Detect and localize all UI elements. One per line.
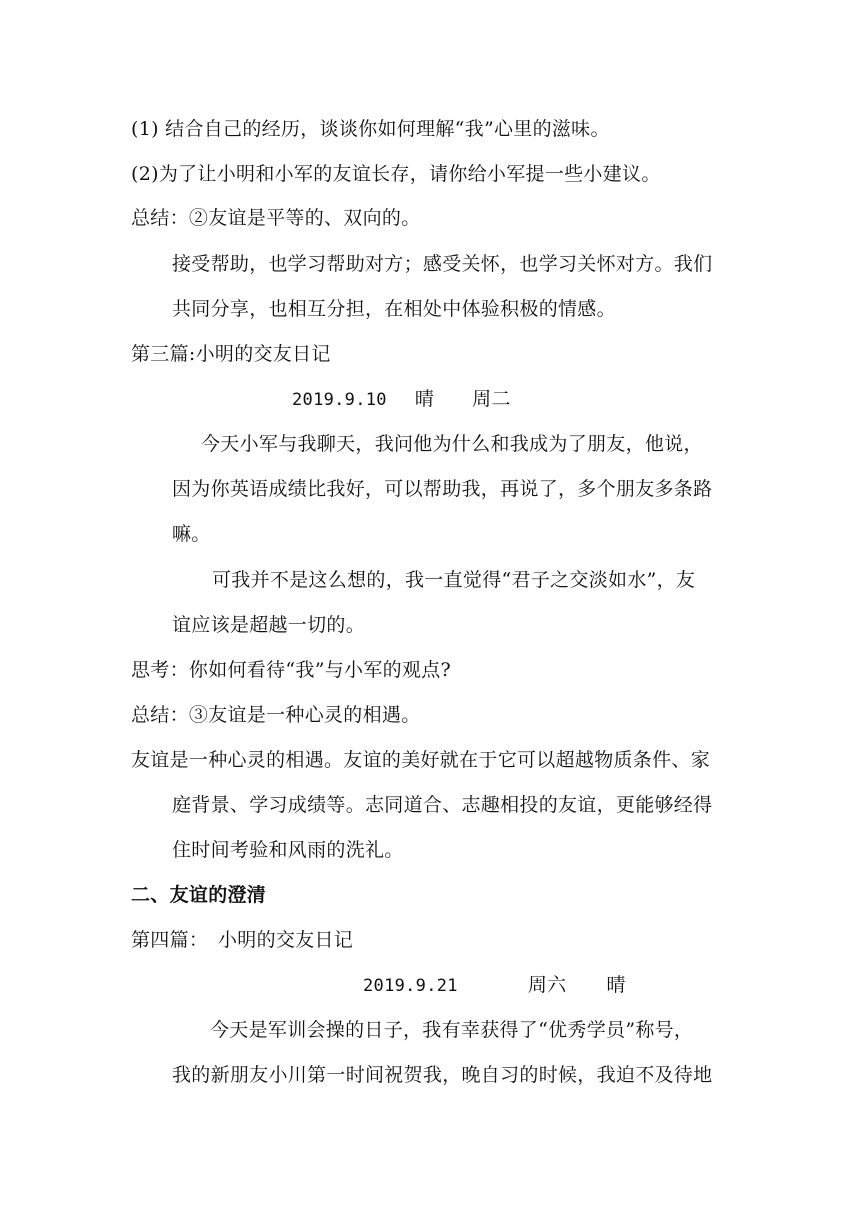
diary-3-date: 2019.9.10 — [292, 390, 387, 410]
diary-4-weather: 晴 — [606, 974, 626, 996]
part-4-title: 第四篇： 小明的交友日记 — [131, 929, 354, 951]
question-1: (1) 结合自己的经历，谈谈你如何理解“我”心里的滋味。 — [131, 118, 610, 140]
explain-line-1: 友谊是一种心灵的相遇。友谊的美好就在于它可以超越物质条件、家 — [131, 749, 711, 771]
diary-3-weather: 晴 — [414, 388, 435, 410]
summary-2-detail-line-1: 接受帮助，也学习帮助对方；感受关怀，也学习关怀对方。我们 — [172, 253, 713, 275]
diary-3-para-1-line-2: 因为你英语成绩比我好，可以帮助我，再说了，多个朋友多条路 — [172, 478, 713, 500]
diary-3-weekday: 周二 — [472, 388, 511, 410]
summary-3: 总结：③友谊是一种心灵的相遇。 — [131, 704, 421, 726]
think-question: 思考：你如何看待“我”与小军的观点? — [131, 659, 452, 681]
part-3-title: 第三篇:小明的交友日记 — [131, 343, 331, 365]
diary-3-para-2-line-2: 谊应该是超越一切的。 — [172, 614, 366, 636]
diary-4-date: 2019.9.21 — [363, 976, 458, 996]
summary-2: 总结：②友谊是平等的、双向的。 — [131, 207, 421, 229]
question-2: (2)为了让小明和小军的友谊长存，请你给小军提一些小建议。 — [131, 163, 661, 185]
explain-line-3: 住时间考验和风雨的洗礼。 — [172, 839, 404, 861]
summary-2-detail-line-2: 共同分享，也相互分担，在相处中体验积极的情感。 — [172, 298, 616, 320]
diary-3-header — [292, 386, 511, 413]
diary-4-para-1-line-1: 今天是军训会操的日子，我有幸获得了“优秀学员”称号， — [210, 1019, 694, 1041]
explain-line-2: 庭背景、学习成绩等。志同道合、志趣相投的友谊，更能够经得 — [172, 794, 713, 816]
section-2-heading: 二、友谊的澄清 — [131, 884, 267, 906]
diary-4-header — [363, 972, 626, 999]
diary-4-weekday: 周六 — [527, 974, 567, 996]
diary-3-para-1-line-1: 今天小军与我聊天，我问他为什么和我成为了朋友，他说， — [201, 433, 703, 455]
diary-3-para-2-line-1: 可我并不是这么想的，我一直觉得“君子之交淡如水”，友 — [212, 569, 696, 591]
diary-3-para-1-line-3: 嘛。 — [172, 523, 211, 545]
diary-4-para-1-line-2: 我的新朋友小川第一时间祝贺我，晚自习的时候，我迫不及待地 — [172, 1064, 713, 1086]
